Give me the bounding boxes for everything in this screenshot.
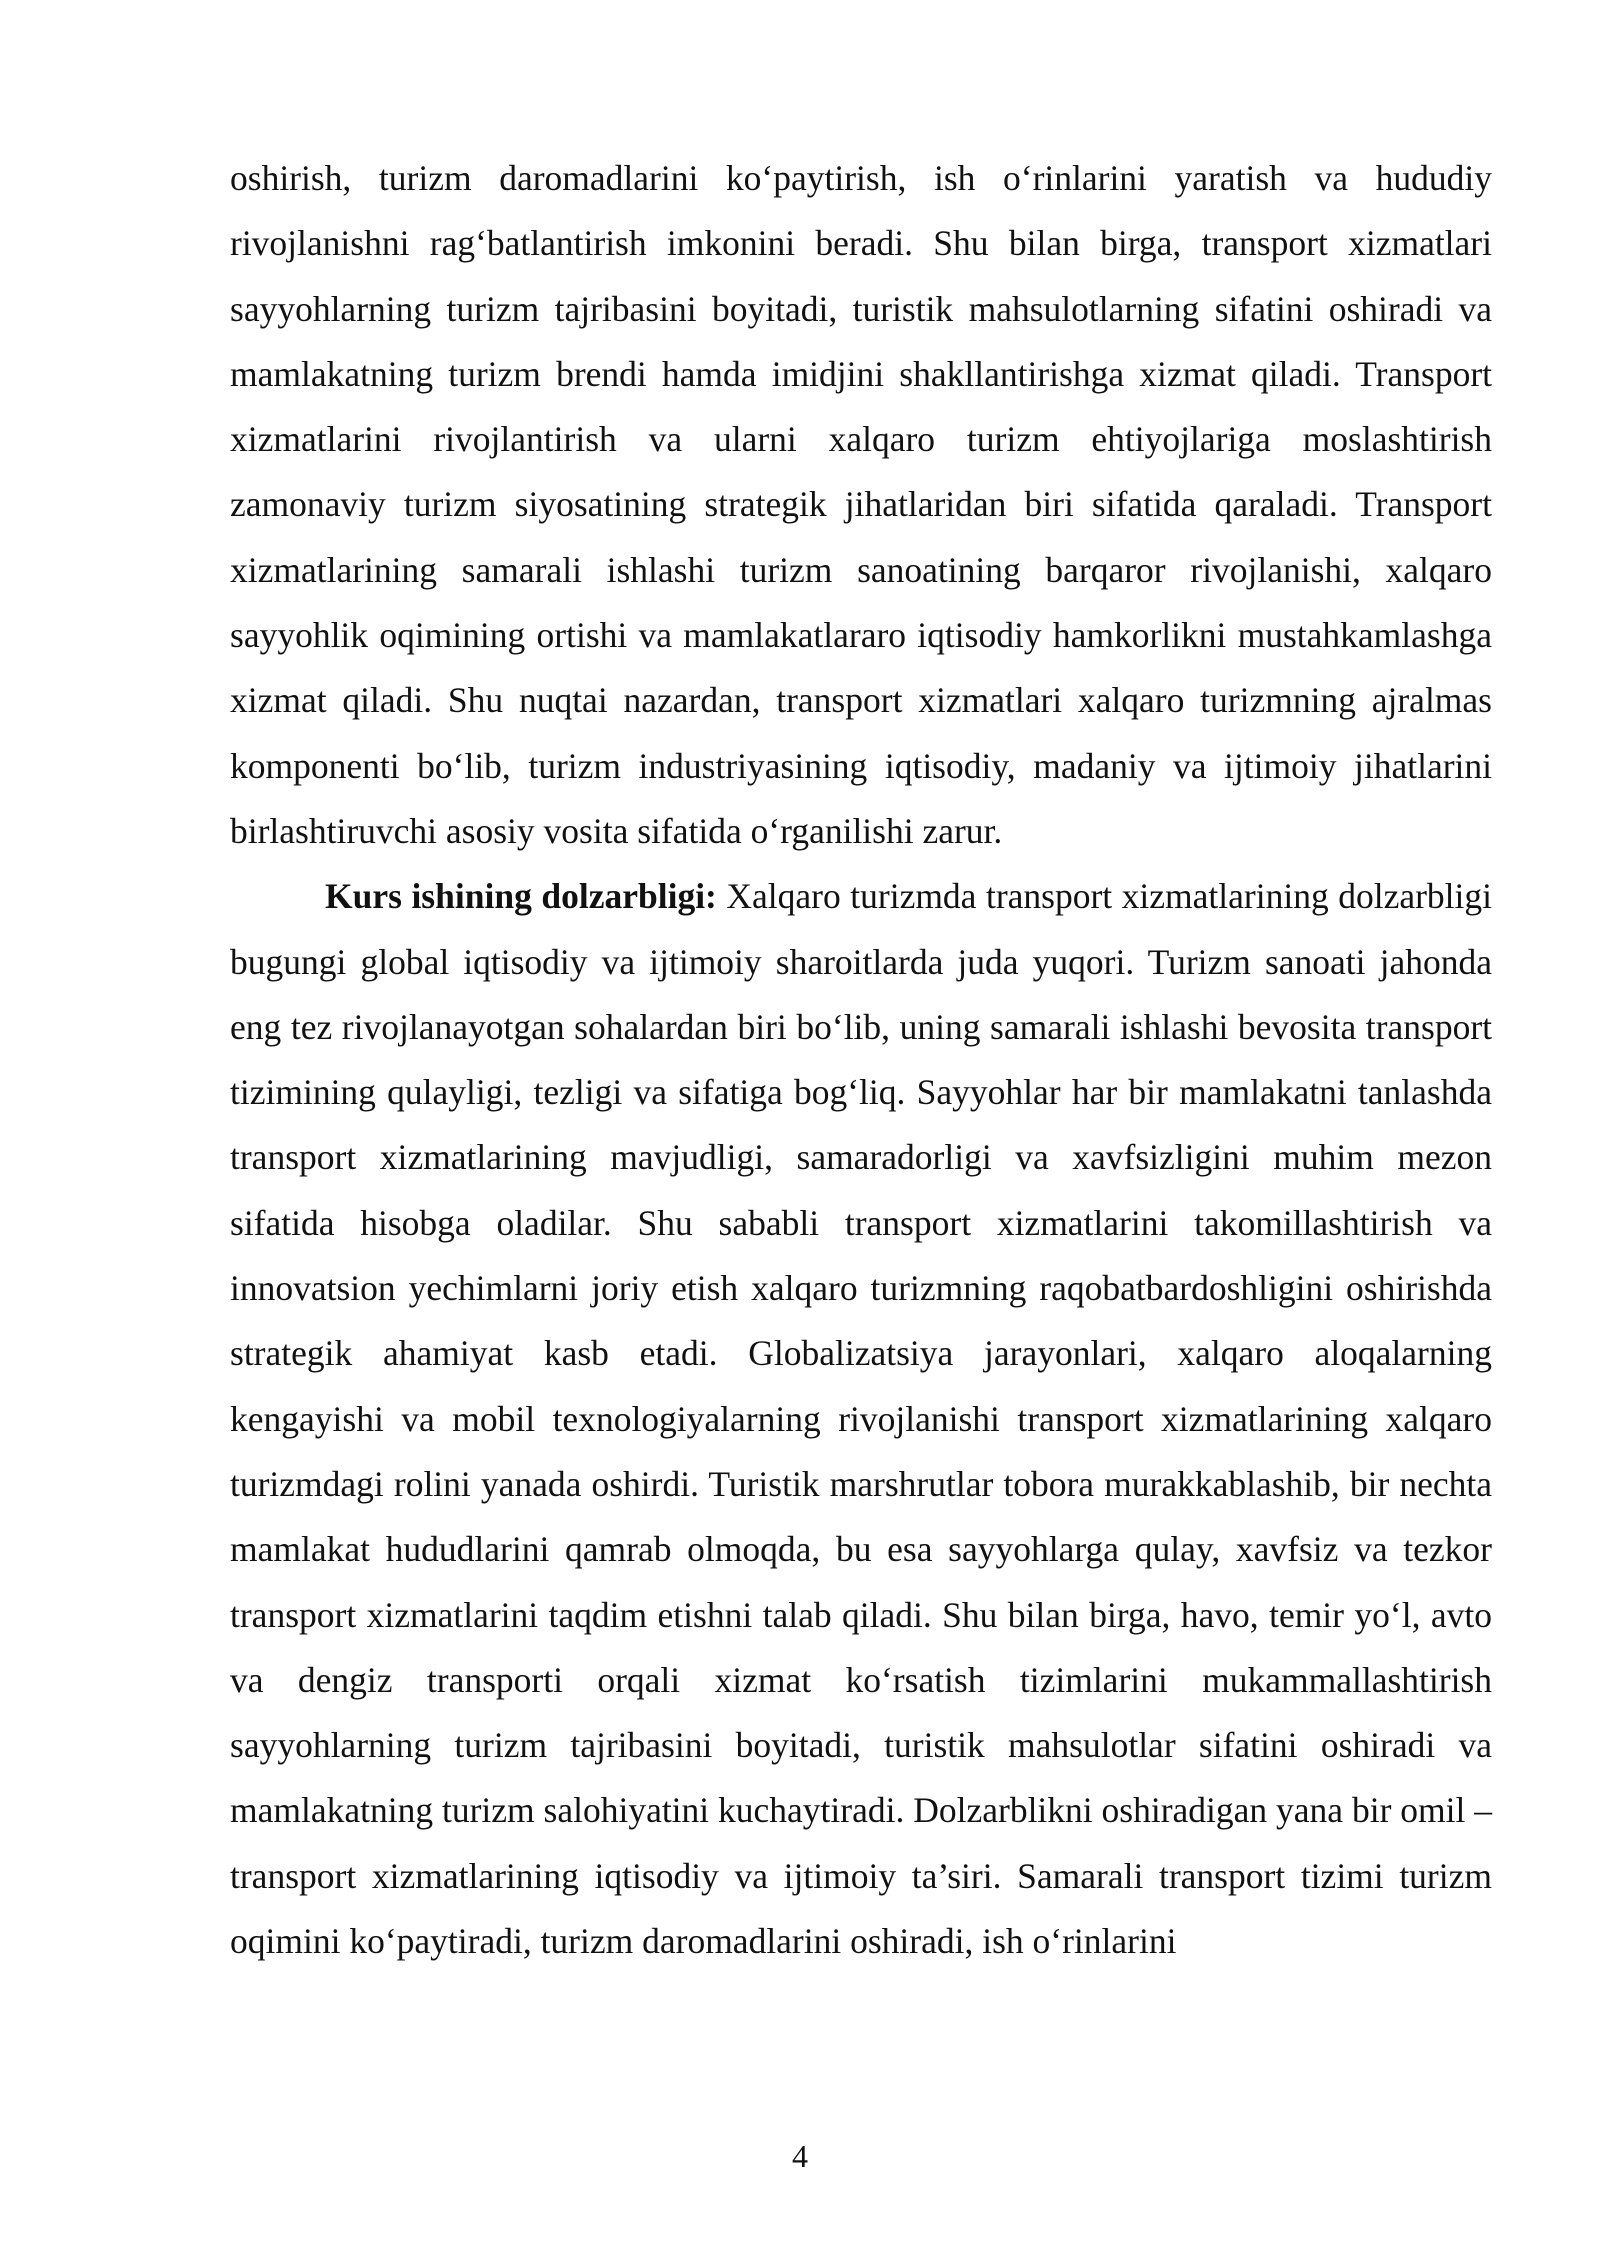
section-lead-heading: Kurs ishining dolzarbligi: <box>325 876 717 917</box>
paragraph-relevance-text: Xalqaro turizmda transport xizmatlarining dolzarbligi bugungi global iqtisodiy va ijtimoiy sharoitlarda juda yuqori. Turizm sanoati jahonda eng tez rivojlanayotgan sohalardan biri bo‘lib, uning samarali ishlashi bevosita transport tizimining qulayligi, tezligi va sifatiga bog‘liq. Sayyohlar har bir mamlakatni tanlashda transport xizmatlarining mavjudligi, samaradorligi va xavfsizligini muhim mezon sifatida hisobga oladilar. Shu sababli transport xizmatlarini takomillashtirish va innovatsion yechimlarni joriy etish xalqaro turizmning raqobatbardoshligini oshirishda strategik ahamiyat kasb etadi. Globalizatsiya jarayonlari, xalqaro aloqalarning kengayishi va mobil texnologiyalarning rivojlanishi transport xizmatlarining xalqaro turizmdagi rolini yanada oshirdi. Turistik marshrutlar tobora murakkablashib, bir nechta mamlakat hududlarini qamrab olmoqda, bu esa sayyohlarga qulay, xavfsiz va tezkor transport xizmatlarini taqdim etishni talab qiladi. Shu bilan birga, havo, temir yo‘l, avto va dengiz transporti orqali xizmat ko‘rsatish tizimlarini mukammallashtirish sayyohlarning turizm tajribasini boyitadi, turistik mahsulotlar sifatini oshiradi va mamlakatning turizm salohiyatini kuchaytiradi. Dolzarblikni oshiradigan yana bir omil – transport xizmatlarining iqtisodiy va ijtimoiy ta’siri. Samarali transport tizimi turizm oqimini ko‘paytiradi, turizm daromadlarini oshiradi, ish o‘rinlarini <box>230 876 1492 1962</box>
page-body <box>230 146 1492 1974</box>
paragraph-relevance <box>230 864 1492 1974</box>
page-number: 4 <box>792 2138 808 2174</box>
paragraph-continuation: oshirish, turizm daromadlarini ko‘paytirish, ish o‘rinlarini yaratish va hududiy rivojlanishni rag‘batlantirish imkonini beradi. Shu bilan birga, transport xizmatlari sayyohlarning turizm tajribasini boyitadi, turistik mahsulotlarning sifatini oshiradi va mamlakatning turizm brendi hamda imidjini shakllantirishga xizmat qiladi. Transport xizmatlarini rivojlantirish va ularni xalqaro turizm ehtiyojlariga moslashtirish zamonaviy turizm siyosatining strategik jihatlaridan biri sifatida qaraladi. Transport xizmatlarining samarali ishlashi turizm sanoatining barqaror rivojlanishi, xalqaro sayyohlik oqimining ortishi va mamlakatlararo iqtisodiy hamkorlikni mustahkamlashga xizmat qiladi. Shu nuqtai nazardan, transport xizmatlari xalqaro turizmning ajralmas komponenti bo‘lib, turizm industriyasining iqtisodiy, madaniy va ijtimoiy jihatlarini birlashtiruvchi asosiy vosita sifatida o‘rganilishi zarur. <box>230 158 1492 851</box>
